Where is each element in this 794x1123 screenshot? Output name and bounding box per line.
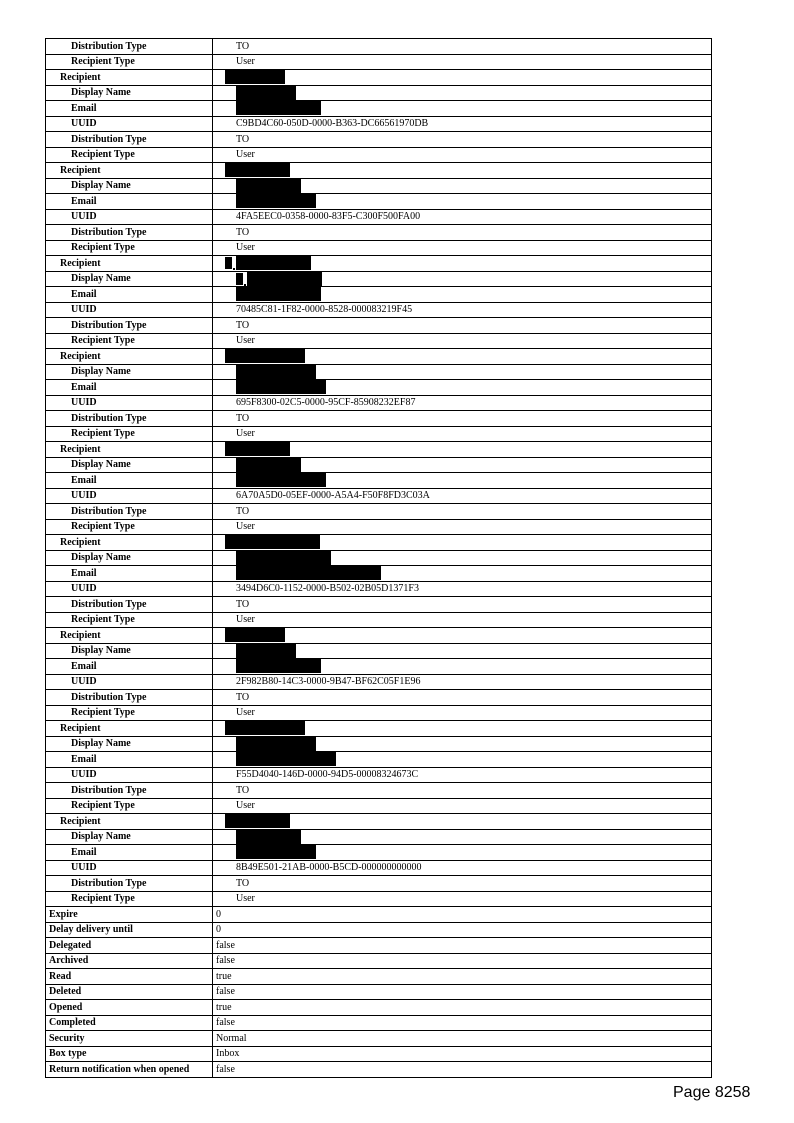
redacted-value	[213, 163, 712, 179]
redacted-value	[213, 721, 712, 737]
table-row	[46, 860, 712, 876]
property-value: TO	[213, 783, 712, 799]
table-row	[46, 70, 712, 86]
table-row	[46, 302, 712, 318]
property-value: false	[213, 953, 712, 969]
table-row	[46, 380, 712, 396]
table-row	[46, 922, 712, 938]
redaction-bar	[236, 287, 321, 301]
property-label: Email	[46, 752, 213, 768]
property-value: User	[213, 891, 712, 907]
redacted-value	[213, 659, 712, 675]
property-label: Recipient	[46, 628, 213, 644]
redaction-bar	[236, 458, 301, 472]
property-value: 3494D6C0-1152-0000-B502-02B05D1371F3	[213, 581, 712, 597]
redaction-bar	[225, 535, 320, 549]
redaction-bar	[236, 845, 316, 859]
redaction-mark	[236, 273, 243, 285]
property-value: TO	[213, 39, 712, 55]
redaction-dot	[233, 268, 235, 270]
redacted-value	[213, 736, 712, 752]
table-row	[46, 318, 712, 334]
property-label: Distribution Type	[46, 318, 213, 334]
redacted-value	[213, 101, 712, 117]
redaction-bar	[236, 179, 301, 193]
table-row	[46, 178, 712, 194]
redaction-bar	[225, 721, 305, 735]
property-label: Recipient Type	[46, 54, 213, 70]
property-value: TO	[213, 225, 712, 241]
property-value: false	[213, 1015, 712, 1031]
property-label: Recipient	[46, 256, 213, 272]
table-row	[46, 54, 712, 70]
table-row	[46, 194, 712, 210]
table-row	[46, 752, 712, 768]
table-row	[46, 1031, 712, 1047]
table-row	[46, 488, 712, 504]
redaction-mark	[225, 257, 232, 269]
properties-table	[45, 38, 712, 1078]
table-row	[46, 612, 712, 628]
property-value: true	[213, 1000, 712, 1016]
property-value: false	[213, 938, 712, 954]
property-label: Email	[46, 566, 213, 582]
redacted-value	[213, 256, 712, 272]
property-value: User	[213, 705, 712, 721]
property-label: Recipient	[46, 814, 213, 830]
property-label: UUID	[46, 116, 213, 132]
redaction-bar	[236, 365, 316, 379]
property-value: Inbox	[213, 1046, 712, 1062]
property-label: Distribution Type	[46, 597, 213, 613]
table-row	[46, 85, 712, 101]
property-label: Display Name	[46, 364, 213, 380]
redacted-value	[213, 194, 712, 210]
redaction-bar	[236, 380, 326, 394]
redaction-bar	[225, 442, 290, 456]
redaction-bar	[236, 737, 316, 751]
property-label: Email	[46, 380, 213, 396]
table-row	[46, 581, 712, 597]
property-value: 2F982B80-14C3-0000-9B47-BF62C05F1E96	[213, 674, 712, 690]
table-row	[46, 783, 712, 799]
property-label: UUID	[46, 860, 213, 876]
table-row	[46, 643, 712, 659]
properties-rows	[46, 39, 712, 1078]
property-value: User	[213, 519, 712, 535]
redaction-bar	[236, 752, 336, 766]
property-label: Distribution Type	[46, 504, 213, 520]
table-row	[46, 1062, 712, 1078]
redacted-value	[213, 643, 712, 659]
table-row	[46, 395, 712, 411]
redacted-value	[213, 845, 712, 861]
property-label: Recipient Type	[46, 333, 213, 349]
property-value: User	[213, 798, 712, 814]
table-row	[46, 969, 712, 985]
property-value: true	[213, 969, 712, 985]
table-row	[46, 240, 712, 256]
property-value: TO	[213, 411, 712, 427]
property-value: TO	[213, 876, 712, 892]
table-row	[46, 39, 712, 55]
property-value: User	[213, 333, 712, 349]
property-label: UUID	[46, 209, 213, 225]
redaction-bar	[225, 349, 305, 363]
redaction-bar	[247, 272, 322, 286]
property-label: Display Name	[46, 178, 213, 194]
table-row	[46, 659, 712, 675]
table-row	[46, 829, 712, 845]
property-label: Distribution Type	[46, 783, 213, 799]
property-label: Box type	[46, 1046, 213, 1062]
redacted-value	[213, 457, 712, 473]
table-row	[46, 1000, 712, 1016]
property-label: UUID	[46, 674, 213, 690]
property-label: UUID	[46, 302, 213, 318]
property-label: Security	[46, 1031, 213, 1047]
table-row	[46, 891, 712, 907]
property-label: Recipient Type	[46, 426, 213, 442]
property-label: Display Name	[46, 736, 213, 752]
property-label: Deleted	[46, 984, 213, 1000]
table-row	[46, 504, 712, 520]
property-label: Display Name	[46, 550, 213, 566]
redaction-bar	[236, 194, 316, 208]
property-label: Email	[46, 287, 213, 303]
property-value: User	[213, 240, 712, 256]
property-label: Distribution Type	[46, 690, 213, 706]
property-label: Recipient	[46, 70, 213, 86]
redacted-value	[213, 829, 712, 845]
redacted-value	[213, 442, 712, 458]
redaction-bar	[225, 814, 290, 828]
table-row	[46, 690, 712, 706]
redacted-value	[213, 178, 712, 194]
property-value: 4FA5EEC0-0358-0000-83F5-C300F500FA00	[213, 209, 712, 225]
redaction-bar	[236, 473, 326, 487]
redaction-bar	[236, 86, 296, 100]
table-row	[46, 473, 712, 489]
table-row	[46, 256, 712, 272]
table-row	[46, 225, 712, 241]
property-value: TO	[213, 597, 712, 613]
property-label: Email	[46, 659, 213, 675]
property-value: TO	[213, 318, 712, 334]
redacted-value	[213, 814, 712, 830]
property-label: Recipient Type	[46, 798, 213, 814]
table-row	[46, 1015, 712, 1031]
property-label: Email	[46, 194, 213, 210]
property-label: Recipient	[46, 163, 213, 179]
redacted-value	[213, 271, 712, 287]
table-row	[46, 674, 712, 690]
property-label: Recipient	[46, 442, 213, 458]
table-row	[46, 442, 712, 458]
property-label: Display Name	[46, 829, 213, 845]
property-label: Distribution Type	[46, 876, 213, 892]
table-row	[46, 845, 712, 861]
property-label: Display Name	[46, 643, 213, 659]
table-row	[46, 876, 712, 892]
property-value: 695F8300-02C5-0000-95CF-85908232EF87	[213, 395, 712, 411]
table-row	[46, 535, 712, 551]
property-value: User	[213, 54, 712, 70]
property-value: C9BD4C60-050D-0000-B363-DC66561970DB	[213, 116, 712, 132]
table-row	[46, 767, 712, 783]
table-row	[46, 984, 712, 1000]
property-label: Opened	[46, 1000, 213, 1016]
table-row	[46, 287, 712, 303]
property-label: Recipient Type	[46, 519, 213, 535]
property-label: Email	[46, 473, 213, 489]
property-value: TO	[213, 690, 712, 706]
redacted-value	[213, 380, 712, 396]
property-value: false	[213, 984, 712, 1000]
property-label: Recipient Type	[46, 147, 213, 163]
redaction-bar	[236, 566, 381, 580]
redaction-bar	[236, 101, 321, 115]
table-row	[46, 333, 712, 349]
property-value: User	[213, 612, 712, 628]
property-label: Delay delivery until	[46, 922, 213, 938]
table-row	[46, 147, 712, 163]
property-value: User	[213, 147, 712, 163]
property-label: Display Name	[46, 85, 213, 101]
table-row	[46, 1046, 712, 1062]
property-value: 0	[213, 907, 712, 923]
table-row	[46, 132, 712, 148]
property-label: Archived	[46, 953, 213, 969]
property-value: 70485C81-1F82-0000-8528-000083219F45	[213, 302, 712, 318]
table-row	[46, 736, 712, 752]
property-value: 0	[213, 922, 712, 938]
table-row	[46, 519, 712, 535]
table-row	[46, 163, 712, 179]
property-label: Recipient Type	[46, 891, 213, 907]
property-label: Recipient Type	[46, 705, 213, 721]
table-row	[46, 953, 712, 969]
redaction-bar	[225, 70, 285, 84]
property-label: UUID	[46, 395, 213, 411]
redacted-value	[213, 473, 712, 489]
property-value: Normal	[213, 1031, 712, 1047]
redaction-dot	[244, 284, 246, 286]
property-label: UUID	[46, 488, 213, 504]
redacted-value	[213, 535, 712, 551]
table-row	[46, 938, 712, 954]
property-value: 8B49E501-21AB-0000-B5CD-000000000000	[213, 860, 712, 876]
property-label: UUID	[46, 767, 213, 783]
property-label: Recipient Type	[46, 612, 213, 628]
table-row	[46, 426, 712, 442]
property-label: Recipient Type	[46, 240, 213, 256]
redacted-value	[213, 70, 712, 86]
redaction-bar	[225, 628, 285, 642]
property-label: Read	[46, 969, 213, 985]
property-value: TO	[213, 132, 712, 148]
redacted-value	[213, 287, 712, 303]
property-label: Recipient	[46, 535, 213, 551]
redacted-value	[213, 628, 712, 644]
redacted-value	[213, 566, 712, 582]
redaction-bar	[225, 163, 290, 177]
table-row	[46, 597, 712, 613]
redacted-value	[213, 550, 712, 566]
redaction-bar	[236, 256, 311, 270]
property-label: Expire	[46, 907, 213, 923]
table-row	[46, 101, 712, 117]
redacted-value	[213, 364, 712, 380]
property-label: Recipient	[46, 349, 213, 365]
property-label: Email	[46, 101, 213, 117]
table-row	[46, 705, 712, 721]
property-value: TO	[213, 504, 712, 520]
table-row	[46, 349, 712, 365]
property-label: Email	[46, 845, 213, 861]
property-label: Completed	[46, 1015, 213, 1031]
redacted-value	[213, 85, 712, 101]
property-label: Distribution Type	[46, 132, 213, 148]
property-value: 6A70A5D0-05EF-0000-A5A4-F50F8FD3C03A	[213, 488, 712, 504]
table-row	[46, 550, 712, 566]
table-row	[46, 116, 712, 132]
property-value: F55D4040-146D-0000-94D5-00008324673C	[213, 767, 712, 783]
redaction-bar	[236, 659, 321, 673]
property-label: Display Name	[46, 271, 213, 287]
property-label: Delegated	[46, 938, 213, 954]
table-row	[46, 907, 712, 923]
table-row	[46, 411, 712, 427]
property-value: false	[213, 1062, 712, 1078]
table-row	[46, 566, 712, 582]
table-row	[46, 798, 712, 814]
redaction-bar	[236, 551, 331, 565]
redaction-bar	[236, 644, 296, 658]
redacted-value	[213, 349, 712, 365]
property-label: Distribution Type	[46, 225, 213, 241]
table-row	[46, 271, 712, 287]
property-label: UUID	[46, 581, 213, 597]
page-number: Page 8258	[673, 1084, 751, 1101]
property-label: Distribution Type	[46, 411, 213, 427]
property-label: Recipient	[46, 721, 213, 737]
property-label: Display Name	[46, 457, 213, 473]
table-row	[46, 209, 712, 225]
redaction-bar	[236, 830, 301, 844]
redacted-value	[213, 752, 712, 768]
table-row	[46, 721, 712, 737]
property-value: User	[213, 426, 712, 442]
table-row	[46, 814, 712, 830]
property-label: Distribution Type	[46, 39, 213, 55]
table-row	[46, 364, 712, 380]
property-label: Return notification when opened	[46, 1062, 213, 1078]
table-row	[46, 457, 712, 473]
table-row	[46, 628, 712, 644]
